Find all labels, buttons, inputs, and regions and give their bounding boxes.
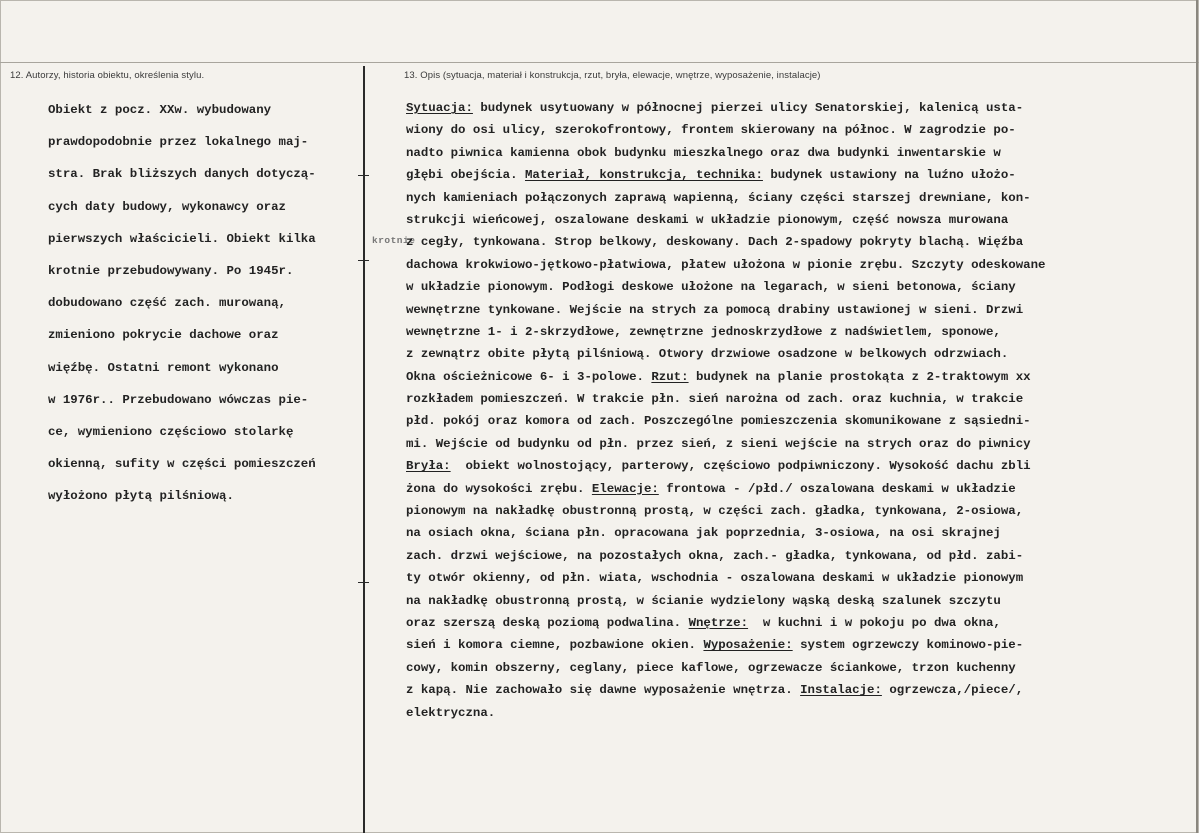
description-line [406, 412, 1045, 434]
description-fragment: Okna ościeżnicowe 6- i 3-polowe. [406, 369, 652, 384]
description-fragment: budynek na planie prostokąta z 2-traktowym xx [688, 369, 1031, 384]
section-label: Elewacje: [591, 481, 659, 496]
section-label: Instalacje: [800, 683, 882, 698]
description-line [406, 233, 1045, 255]
section-label: Rzut: [651, 369, 689, 384]
history-line: dobudowano część zach. murowaną, [48, 296, 286, 311]
divider-tick [358, 175, 369, 176]
description-fragment: wewnętrzne 1- i 2-skrzydłowe, zewnętrzne jednoskrzydłowe z nadświetlem, sponowe, [406, 324, 1001, 339]
description-line [406, 390, 1045, 412]
divider-tick [358, 582, 369, 583]
description-line [406, 278, 1045, 300]
section-label: Wnętrze: [688, 615, 749, 630]
description-fragment: żona do wysokości zrębu. [406, 481, 592, 496]
section-13-heading: 13. Opis (sytuacja, materiał i konstrukcja, rzut, bryła, elewacje, wnętrze, wyposażenie, instalacje) [404, 70, 821, 81]
description-fragment: ogrzewcza,/piece/, [881, 683, 1024, 698]
description-fragment: głębi obejścia. [406, 168, 525, 183]
history-text [48, 100, 316, 518]
description-fragment: sień i komora ciemne, pozbawione okien. [406, 638, 704, 653]
description-line [406, 368, 1045, 390]
history-line: Obiekt z pocz. XXw. wybudowany [48, 103, 272, 117]
description-line [406, 323, 1045, 345]
description-line [406, 659, 1045, 681]
description-fragment: budynek usytuowany w północnej pierzei ulicy Senatorskiej, kalenicą usta- [472, 101, 1024, 115]
description-line [406, 345, 1045, 367]
description-line [406, 681, 1045, 703]
description-fragment: nych kamieniach połączonych zaprawą wapienną, ściany części starszej drewniane, kon- [406, 190, 1031, 205]
section-12-heading: 12. Autorzy, historia obiektu, określenia stylu. [10, 70, 205, 81]
description-line [406, 256, 1045, 278]
description-fragment: obiekt wolnostojący, parterowy, częściowo podpiwniczony. Wysokość dachu zbli [450, 459, 1031, 474]
column-divider [363, 66, 365, 833]
description-line [406, 144, 1045, 166]
description-fragment: mi. Wejście od budynku od płn. przez sień, z sieni wejście na strych oraz do piwnicy [406, 436, 1031, 451]
history-line: okienną, sufity w części pomieszczeń [48, 457, 316, 472]
history-line: ce, wymieniono częściowo stolarkę [48, 424, 294, 439]
description-fragment: budynek ustawiony na luźno ułożo- [762, 168, 1016, 183]
description-line [406, 121, 1045, 143]
divider-tick [358, 260, 369, 261]
history-line: prawdopodobnie przez lokalnego maj- [48, 135, 309, 150]
description-fragment: ty otwór okienny, od płn. wiata, wschodnia - oszalowana deskami w układzie pionowym [406, 571, 1024, 586]
history-line: cych daty budowy, wykonawcy oraz [48, 199, 286, 214]
description-fragment: wiony do osi ulicy, szerokofrontowy, frontem skierowany na północ. W zagrodzie po- [406, 123, 1016, 138]
history-line: więźbę. Ostatni remont wykonano [48, 360, 279, 375]
description-fragment: płd. pokój oraz komora od zach. Poszczególne pomieszczenia skomunikowane z sąsiedni- [406, 414, 1031, 429]
description-fragment: strukcji wieńcowej, oszalowane deskami w układzie pionowym, część nowsza murowana [406, 212, 1009, 227]
description-line [406, 189, 1045, 211]
description-line [406, 614, 1045, 636]
description-fragment: z kapą. Nie zachowało się dawne wyposażenie wnętrza. [406, 683, 801, 698]
description-fragment: w układzie pionowym. Podłogi deskowe ułożone na legarach, w sieni betonowa, ściany [406, 280, 1016, 295]
description-line [406, 301, 1045, 323]
description-line [406, 502, 1045, 524]
description-fragment: rozkładem pomieszczeń. W trakcie płn. sień narożna od zach. oraz kuchnia, w trakcie [406, 392, 1024, 407]
description-line [406, 435, 1045, 457]
description-line [406, 547, 1045, 569]
description-line [406, 524, 1045, 546]
description-fragment: wewnętrzne tynkowane. Wejście na strych za pomocą drabiny ustawionej w sieni. Drzwi [406, 302, 1024, 317]
description-fragment: na osiach okna, ściana płn. opracowana jak poprzednia, 3-osiowa, na osi skrajnej [406, 526, 1001, 541]
history-line: w 1976r.. Przebudowano wówczas pie- [48, 392, 309, 407]
description-line [406, 569, 1045, 591]
section-label: Sytuacja: [406, 101, 473, 115]
description-line [406, 480, 1045, 502]
section-label: Bryła: [406, 459, 451, 474]
description-line [406, 99, 1045, 121]
description-line [406, 211, 1045, 233]
description-fragment: oraz szerszą deską poziomą podwalina. [406, 615, 689, 630]
description-fragment: cowy, komin obszerny, ceglany, piece kaflowe, ogrzewacze ściankowe, trzon kuchenny [406, 660, 1016, 675]
description-fragment: elektryczna. [406, 705, 496, 720]
description-fragment: z cegły, tynkowana. Strop belkowy, deskowany. Dach 2-spadowy pokryty blachą. Więźba [406, 235, 1024, 250]
description-line [406, 636, 1045, 658]
description-line [406, 166, 1045, 188]
overtyped-word: krotnie [372, 235, 416, 246]
history-line: zmieniono pokrycie dachowe oraz [48, 328, 279, 343]
description-fragment: pionowym na nakładkę obustronną prostą, w części zach. gładka, tynkowana, 2-osiowa, [406, 504, 1024, 519]
section-label: Wyposażenie: [703, 638, 793, 653]
history-line: wyłożono płytą pilśniową. [48, 489, 234, 504]
description-text [406, 99, 1045, 726]
description-fragment: dachowa krokwiowo-jętkowo-płatwiowa, płatew ułożona w pionie zrębu. Szczyty odeskowane [406, 257, 1046, 272]
description-fragment: frontowa - /płd./ oszalowana deskami w układzie [658, 481, 1016, 496]
history-line: pierwszych właścicieli. Obiekt kilka [48, 231, 316, 246]
description-line [406, 457, 1045, 479]
description-fragment: z zewnątrz obite płytą pilśniową. Otwory drzwiowe osadzone w belkowych odrzwiach. [406, 347, 1009, 362]
description-fragment: w kuchni i w pokoju po dwa okna, [748, 615, 1001, 630]
section-label: Materiał, konstrukcja, technika: [524, 168, 763, 183]
description-fragment: nadto piwnica kamienna obok budynku mieszkalnego oraz dwa budynki inwentarskie w [406, 145, 1001, 160]
history-line: stra. Brak bliższych danych dotyczą- [48, 167, 316, 182]
header-rule [0, 62, 1199, 63]
description-fragment: system ogrzewczy kominowo-pie- [792, 638, 1024, 653]
description-fragment: na nakładkę obustronną prostą, w ścianie wydzielony wąską deską szalunek szczytu [406, 593, 1001, 608]
history-line: krotnie przebudowywany. Po 1945r. [48, 263, 294, 278]
card-edge [1196, 0, 1198, 833]
description-line [406, 592, 1045, 614]
description-line [406, 704, 1045, 726]
description-fragment: zach. drzwi wejściowe, na pozostałych okna, zach.- gładka, tynkowana, od płd. zabi- [406, 548, 1024, 563]
